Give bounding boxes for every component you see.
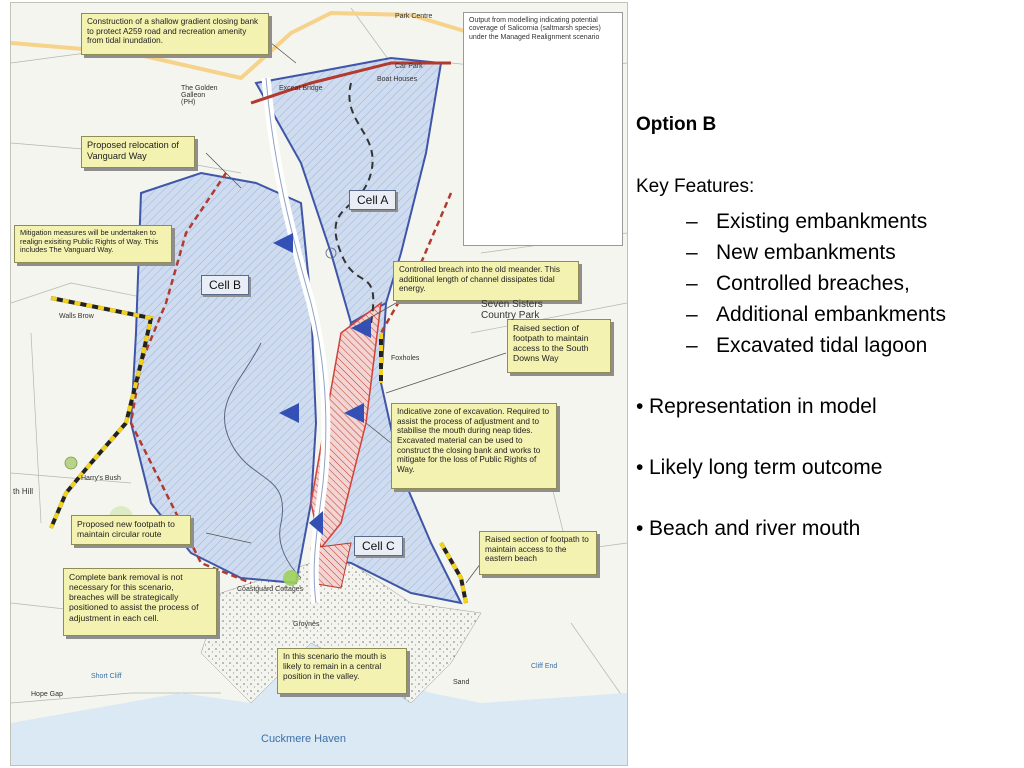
callout-raised-beach: Raised section of footpath to maintain access to the eastern beach xyxy=(479,531,597,575)
cell-a-label: Cell A xyxy=(349,190,396,210)
label-harrys-bush: Harry's Bush xyxy=(81,475,121,482)
bullet-list xyxy=(636,391,1016,544)
label-cuckmere-haven: Cuckmere Haven xyxy=(261,733,346,745)
callout-vanguard-relocation: Proposed relocation of Vanguard Way xyxy=(81,136,195,168)
callout-controlled-breach: Controlled breach into the old meander. This additional length of channel dissipates tidal energy. xyxy=(393,261,579,301)
callout-bank-removal: Complete bank removal is not necessary for this scenario, breaches will be strategically positioned to assist the process of adjustment in each cell. xyxy=(63,568,217,636)
callout-river-mouth: In this scenario the mouth is likely to remain in a central position in the valley. xyxy=(277,648,407,694)
callout-new-footpath: Proposed new footpath to maintain circular route xyxy=(71,515,191,545)
callout-raised-south-downs: Raised section of footpath to maintain access to the South Downs Way xyxy=(507,319,611,373)
label-groynes: Groynes xyxy=(293,621,320,628)
feature-text: Existing embankments xyxy=(716,210,928,233)
option-panel xyxy=(636,114,1016,574)
dash-marker: – xyxy=(686,272,698,295)
inset-caption: Output from modelling indicating potential coverage of Salicornia (saltmarsh species) under the Managed Realignment scenario xyxy=(469,17,601,41)
salicornia-inset xyxy=(463,12,623,246)
bullet-text: Representation in model xyxy=(649,395,877,418)
label-walls-brow: Walls Brow xyxy=(59,313,94,320)
bullet-item xyxy=(636,513,1016,544)
dash-marker: – xyxy=(686,210,698,233)
callout-excavation-zone: Indicative zone of excavation. Required to assist the process of adjustment and to stabilise the mouth during neap tides. Excavated material can be used to construct the closing bank and works to mitigate for the loss of Public Rights of Way. xyxy=(391,403,557,489)
cell-c-label: Cell C xyxy=(354,536,403,556)
bullet-text: Beach and river mouth xyxy=(649,517,861,540)
label-coastguard-cottages: Coastguard Cottages xyxy=(237,586,304,593)
feature-text: New embankments xyxy=(716,241,896,264)
dash-marker: – xyxy=(686,303,698,326)
key-features-label: Key Features: xyxy=(636,176,755,197)
dash-marker: – xyxy=(686,241,698,264)
feature-text: Additional embankments xyxy=(716,303,946,326)
feature-item xyxy=(686,299,1016,330)
label-hope-gap: Hope Gap xyxy=(31,691,63,698)
bullet-marker: • xyxy=(636,517,644,540)
bullet-text: Likely long term outcome xyxy=(649,456,883,479)
feature-item xyxy=(686,330,1016,361)
dash-marker: – xyxy=(686,334,698,357)
feature-text: Excavated tidal lagoon xyxy=(716,334,928,357)
label-country-park: Country Park xyxy=(481,310,540,321)
map-figure xyxy=(10,2,628,766)
label-seven-sisters: Seven Sisters xyxy=(481,299,543,310)
label-park-centre: Park Centre xyxy=(395,13,433,20)
bullet-item xyxy=(636,391,1016,422)
bullet-item xyxy=(636,452,1016,483)
bullet-marker: • xyxy=(636,456,644,479)
label-cliff-end: Cliff End xyxy=(531,663,558,670)
bullet-marker: • xyxy=(636,395,644,418)
callout-mitigation: Mitigation measures will be undertaken to realign exisiting Public Rights of Way. This includes The Vanguard Way. xyxy=(14,225,172,263)
label-car-park: Car Park xyxy=(395,63,423,70)
label-exceat-bridge: Exceat Bridge xyxy=(279,85,323,92)
feature-text: Controlled breaches, xyxy=(716,272,910,295)
label-hill: th Hill xyxy=(13,487,34,496)
label-golden-galleon: The Golden Galleon (PH) xyxy=(181,85,218,106)
label-sand: Sand xyxy=(453,679,470,686)
callout-closing-bank: Construction of a shallow gradient closing bank to protect A259 road and recreation amenity from tidal inundation. xyxy=(81,13,269,55)
key-features-list xyxy=(636,206,1016,361)
label-short-cliff: Short Cliff xyxy=(91,673,122,680)
cell-b-label: Cell B xyxy=(201,275,249,295)
label-boat-houses: Boat Houses xyxy=(377,76,418,83)
feature-item xyxy=(686,237,1016,268)
feature-item xyxy=(686,268,1016,299)
option-title: Option B xyxy=(636,114,717,135)
feature-item xyxy=(686,206,1016,237)
label-foxholes: Foxholes xyxy=(391,355,420,362)
